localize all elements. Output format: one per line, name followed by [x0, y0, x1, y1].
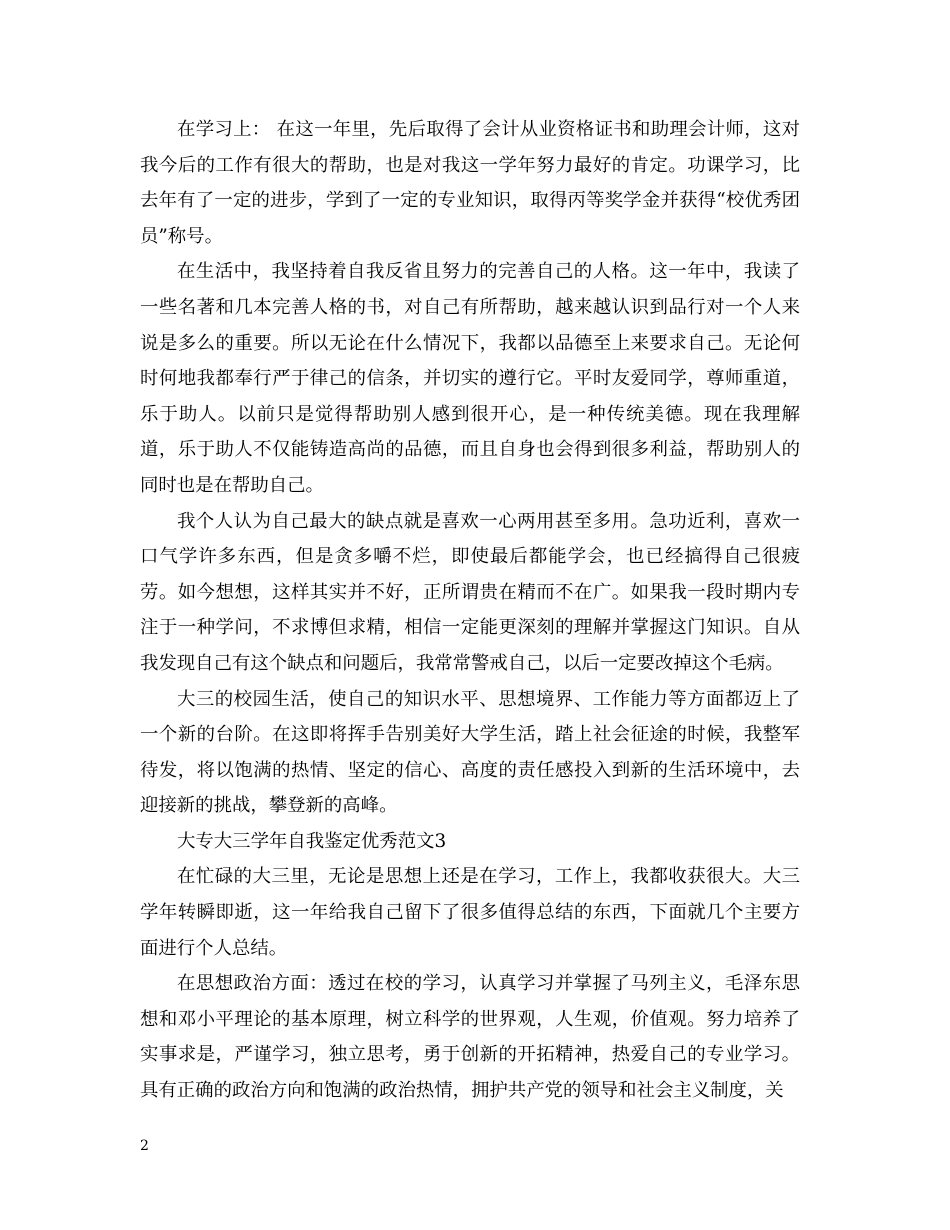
paragraph-busy-year: 在忙碌的大三里，无论是思想上还是在学习，工作上，我都收获很大。大三学年转瞬即逝，这一年给我自己留下了很多值得总结的东西，下面就几个主要方面进行个人总结。 — [140, 866, 800, 959]
paragraph-life: 在生活中，我坚持着自我反省且努力的完善自己的人格。这一年中，我读了一些名著和几本完善人格的书，对自己有所帮助，越来越认识到品行对一个人来说是多么的重要。所以无论在什么情况下，我都以品德至上来要求自己。无论何时何地我都奉行严于律己的信条，并切实的遵行它。平时友爱同学，尊师重道，乐于助人。以前只是觉得帮助别人感到很开心，是一种传统美德。现在我理解道，乐于助人不仅能铸造高尚的品德，而且自身也会得到很多利益，帮助别人的同时也是在帮助自己。 — [140, 261, 800, 496]
section-heading: 大专大三学年自我鉴定优秀范文3 — [177, 830, 447, 852]
paragraph-shortcoming: 我个人认为自己最大的缺点就是喜欢一心两用甚至多用。急功近利，喜欢一口气学许多东西，但是贪多嚼不烂，即使最后都能学会，也已经搞得自己很疲劳。如今想想，这样其实并不好，正所谓贵在精而不在广。如果我一段时期内专注于一种学问，不求博但求精，相信一定能更深刻的理解并掌握这门知识。自从我发现自己有这个缺点和问题后，我常常警戒自己，以后一定要改掉这个毛病。 — [140, 510, 800, 674]
page-number: 2 — [140, 1138, 149, 1154]
paragraph-politics: 在思想政治方面：透过在校的学习，认真学习并掌握了马列主义，毛泽东思想和邓小平理论的基本原理，树立科学的世界观，人生观，价值观。努力培养了实事求是，严谨学习，独立思考，勇于创新的开拓精神，热爱自己的专业学习。具有正确的政治方向和饱满的政治热情，拥护共产党的领导和社会主义制度，关 — [140, 973, 800, 1102]
paragraph-junior-year: 大三的校园生活，使自己的知识水平、思想境界、工作能力等方面都迈上了一个新的台阶。在这即将挥手告别美好大学生活，踏上社会征途的时候，我整军待发，将以饱满的热情、坚定的信心、高度的责任感投入到新的生活环境中，去迎接新的挑战，攀登新的高峰。 — [140, 688, 800, 817]
paragraph-study: 在学习上： 在这一年里，先后取得了会计从业资格证书和助理会计师，这对我今后的工作有很大的帮助，也是对我这一学年努力最好的肯定。功课学习，比去年有了一定的进步，学到了一定的专业知识，取得丙等奖学金并获得“校优秀团员”称号。 — [140, 119, 800, 247]
document-body — [140, 112, 800, 1109]
